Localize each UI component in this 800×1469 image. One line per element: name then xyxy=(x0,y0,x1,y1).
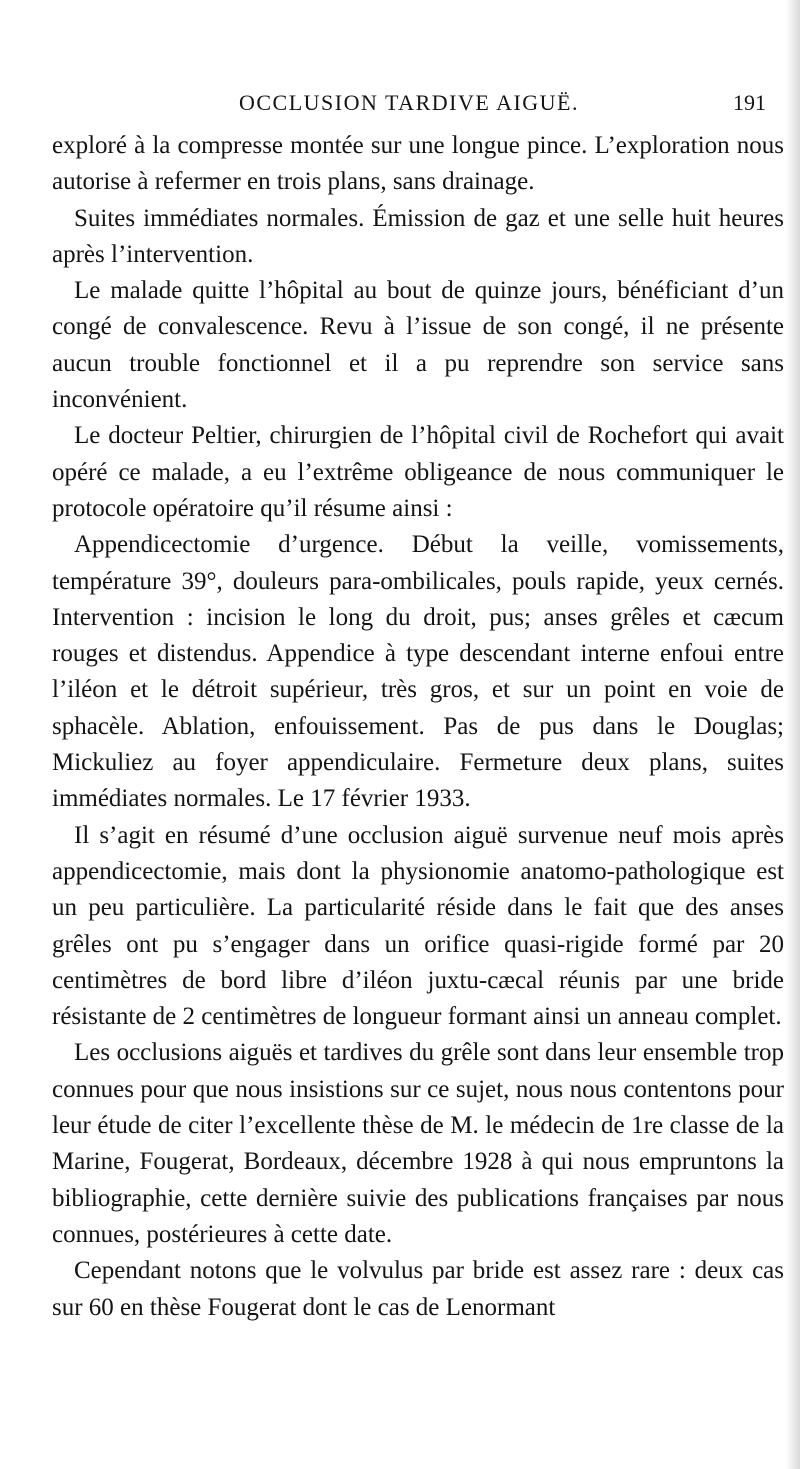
paragraph: Le malade quitte l’hôpital au bout de quinze jours, bénéficiant d’un congé de convalescence. Revu à l’issue de son congé, il ne présente aucun trouble fonctionnel et il a pu reprendre son service sans inconvénient. xyxy=(52,277,784,414)
body-text xyxy=(52,128,784,1326)
paragraph: Les occlusions aiguës et tardives du grêle sont dans leur ensemble trop connues pour que nous insistions sur ce sujet, nous nous contentons pour leur étude de citer l’excellente thèse de M. le médecin de 1re classe de la Marine, Fougerat, Bordeaux, décembre 1928 à qui nous empruntons la bibliographie, cette dernière suivie des publications françaises par nous connues, postérieures à cette date. xyxy=(52,1039,784,1248)
paragraph-continuation: exploré à la compresse montée sur une longue pince. L’exploration nous autorise à refermer en trois plans, sans drainage. xyxy=(52,132,784,196)
running-title: OCCLUSION TARDIVE AIGUË. xyxy=(239,90,579,115)
page-header xyxy=(52,90,766,122)
paragraph-protocol: Appendicectomie d’urgence. Début la veille, vomissements, température 39°, douleurs para-ombilicales, pouls rapide, yeux cernés. Intervention : incision le long du droit, pus; anses grêles et cæcum rouges et distendus. Appendice à type descendant interne enfoui entre l’iléon et le détroit supérieur, très gros, et sur un point en voie de sphacèle. Ablation, enfouissement. Pas de pus dans le Douglas; Mickuliez au foyer appendiculaire. Fermeture deux plans, suites immédiates normales. Le 17 février 1933. xyxy=(52,531,784,813)
paragraph: Il s’agit en résumé d’une occlusion aiguë survenue neuf mois après appendicectomie, mais dont la physionomie anatomo-pathologique est un peu particulière. La particularité réside dans le fait que des anses grêles ont pu s’engager dans un orifice quasi-rigide formé par 20 centimètres de bord libre d’iléon juxtu-cæcal réunis par une bride résistante de 2 centimètres de longueur formant ainsi un anneau complet. xyxy=(52,821,784,1031)
paragraph: Le docteur Peltier, chirurgien de l’hôpital civil de Rochefort qui avait opéré ce malade, a eu l’extrême obligeance de nous communiquer le protocole opératoire qu’il résume ainsi : xyxy=(52,422,784,522)
paragraph: Suites immédiates normales. Émission de gaz et une selle huit heures après l’intervention. xyxy=(52,204,784,268)
page-number: 191 xyxy=(733,90,766,115)
paragraph: Cependant notons que le volvulus par bride est assez rare : deux cas sur 60 en thèse Fougerat dont le cas de Lenormant xyxy=(52,1257,784,1321)
page-edge-shadow xyxy=(786,0,800,1469)
